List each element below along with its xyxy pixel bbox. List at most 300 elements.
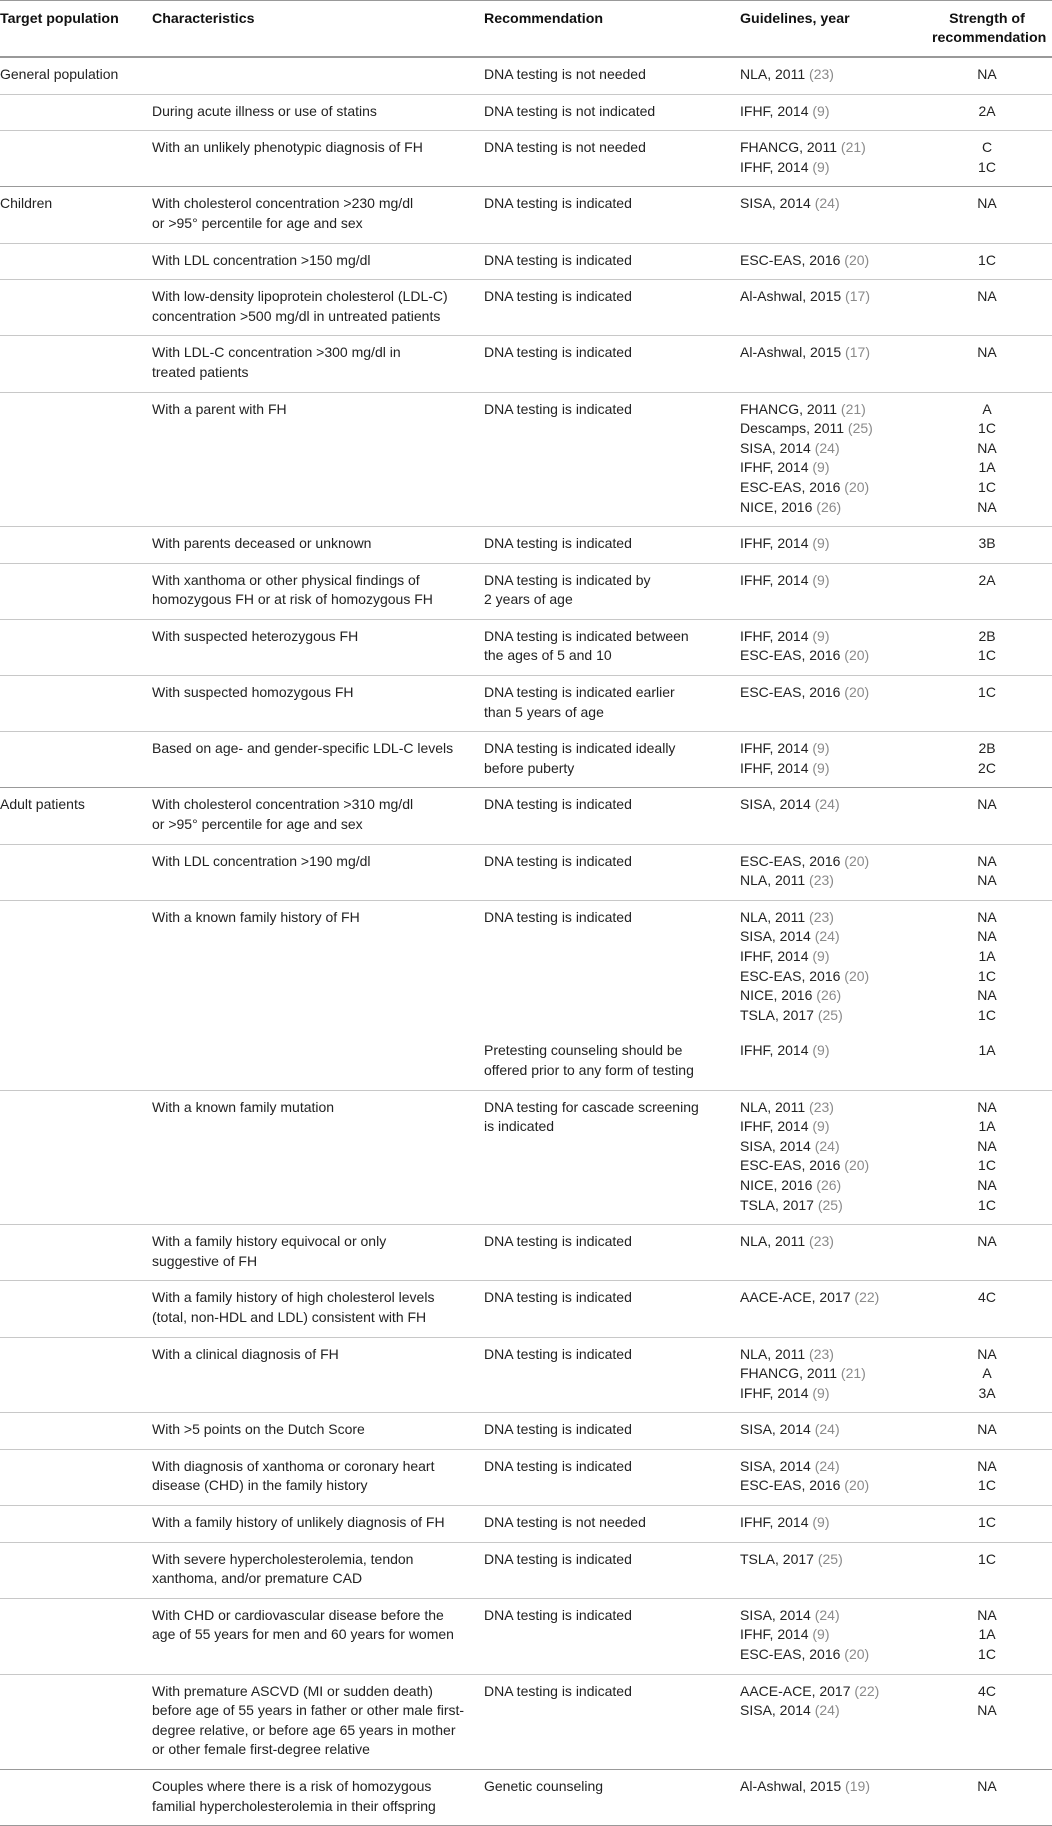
recommendation-line: DNA testing is indicated <box>484 796 632 813</box>
reference-open-paren: ( <box>812 1176 821 1193</box>
reference-close-paren: ) <box>861 139 866 156</box>
recommendation-cell <box>484 336 740 391</box>
characteristics-line: suggestive of FH <box>152 1252 258 1269</box>
guideline-name: IFHF, 2014 <box>740 1118 809 1135</box>
characteristics-cell <box>152 901 484 1035</box>
guideline-name: ESC-EAS, 2016 <box>740 1157 841 1174</box>
strength-cell <box>932 901 1042 1035</box>
reference-close-paren: ) <box>838 1196 843 1213</box>
guideline-name: TSLA, 2017 <box>740 1550 814 1567</box>
guideline-entry <box>740 1384 932 1404</box>
guidelines-cell <box>740 244 932 280</box>
reference-open-paren: ( <box>810 1702 820 1719</box>
reference-link[interactable]: 26 <box>820 498 837 515</box>
guideline-entry <box>740 1288 932 1308</box>
reference-link[interactable]: 20 <box>848 1477 865 1494</box>
strength-cell <box>932 1281 1042 1336</box>
reference-link[interactable]: 24 <box>819 195 835 212</box>
strength-value: 2C <box>978 759 996 776</box>
guideline-entry <box>740 1137 932 1157</box>
reference-link[interactable]: 9 <box>817 740 825 757</box>
reference-close-paren: ) <box>834 796 840 813</box>
strength-cell <box>932 1225 1042 1280</box>
target-population-cell <box>0 620 152 675</box>
characteristics-line: With an unlikely phenotypic diagnosis of FH <box>152 139 423 156</box>
header-target-population: Target population <box>0 11 119 27</box>
characteristics-line: homozygous FH or at risk of homozygous FH <box>152 591 433 608</box>
reference-link[interactable]: 9 <box>817 627 825 644</box>
reference-link[interactable]: 25 <box>822 1196 839 1213</box>
target-population-cell <box>0 676 152 731</box>
strength-value: NA <box>977 928 997 945</box>
strength-cell <box>932 336 1042 391</box>
guideline-name: SISA, 2014 <box>740 1457 811 1474</box>
reference-link[interactable]: 24 <box>819 1421 835 1438</box>
reference-link[interactable]: 20 <box>848 647 865 664</box>
strength-value: NA <box>977 66 997 82</box>
reference-open-paren: ( <box>808 535 818 552</box>
guideline-name: NLA, 2011 <box>740 66 806 82</box>
reference-close-paren: ) <box>824 740 830 757</box>
characteristics-cell <box>152 280 484 335</box>
table-row <box>0 844 1052 900</box>
guideline-name: IFHF, 2014 <box>740 1384 809 1401</box>
guideline-entry <box>740 627 932 647</box>
reference-link[interactable]: 9 <box>817 948 825 964</box>
reference-open-paren: ( <box>841 344 850 361</box>
guideline-name: ESC-EAS, 2016 <box>740 478 841 495</box>
header-strength-line-2: recommendation <box>932 30 1047 46</box>
strength-value: 4C <box>978 1682 996 1699</box>
strength-value: A <box>982 1365 992 1382</box>
guidelines-cell <box>740 845 932 900</box>
guideline-entry <box>740 102 932 122</box>
recommendation-line: DNA testing is indicated between <box>484 627 689 644</box>
reference-link[interactable]: 24 <box>819 1137 835 1154</box>
table-row <box>0 279 1052 335</box>
guideline-name: IFHF, 2014 <box>740 948 809 964</box>
guideline-name: IFHF, 2014 <box>740 158 809 175</box>
strength-cell <box>932 1091 1042 1225</box>
strength-value: NA <box>977 796 997 813</box>
reference-link[interactable]: 24 <box>819 928 835 945</box>
strength-cell <box>932 564 1042 619</box>
reference-open-paren: ( <box>808 1042 818 1059</box>
reference-link[interactable]: 17 <box>849 288 866 305</box>
reference-link[interactable]: 25 <box>822 1006 839 1023</box>
recommendation-cell <box>484 1225 740 1280</box>
reference-link[interactable]: 19 <box>849 1778 866 1794</box>
reference-link[interactable]: 20 <box>848 478 865 495</box>
reference-close-paren: ) <box>824 158 830 175</box>
recommendation-line: DNA testing is indicated <box>484 344 632 361</box>
reference-open-paren: ( <box>841 1778 850 1794</box>
reference-close-paren: ) <box>834 1457 840 1474</box>
strength-value: 1C <box>978 1196 996 1213</box>
characteristics-line: or other female first-degree relative <box>152 1741 370 1758</box>
characteristics-cell <box>152 58 484 94</box>
reference-link[interactable]: 24 <box>819 439 835 456</box>
reference-link[interactable]: 22 <box>859 1289 875 1306</box>
guideline-entry <box>740 1513 932 1533</box>
guideline-name: IFHF, 2014 <box>740 459 809 476</box>
guideline-entry <box>740 1701 932 1721</box>
guideline-entry <box>740 1098 932 1118</box>
strength-cell <box>932 732 1042 787</box>
reference-close-paren: ) <box>864 684 870 701</box>
guidelines-cell <box>740 187 932 242</box>
reference-close-paren: ) <box>864 967 870 984</box>
table-row <box>0 731 1052 787</box>
guideline-name: NLA, 2011 <box>740 1233 806 1250</box>
characteristics-cell <box>152 1543 484 1598</box>
guideline-entry <box>740 1006 932 1026</box>
guideline-name: IFHF, 2014 <box>740 571 809 588</box>
table-row <box>0 57 1052 94</box>
guideline-name: AACE-ACE, 2017 <box>740 1289 851 1306</box>
characteristics-line: With suspected heterozygous FH <box>152 627 359 644</box>
guideline-entry <box>740 947 932 967</box>
recommendation-line: DNA testing is indicated <box>484 852 632 869</box>
reference-link[interactable]: 26 <box>820 1176 837 1193</box>
reference-open-paren: ( <box>805 908 814 925</box>
table-row <box>0 1674 1052 1769</box>
reference-link[interactable]: 25 <box>852 420 869 437</box>
recommendation-line: than 5 years of age <box>484 703 604 720</box>
strength-cell <box>932 620 1042 675</box>
characteristics-cell <box>152 336 484 391</box>
guidelines-cell <box>740 1599 932 1674</box>
reference-link[interactable]: 21 <box>845 139 862 156</box>
reference-link[interactable]: 17 <box>849 344 866 361</box>
strength-value: 3B <box>978 535 996 552</box>
strength-cell <box>932 95 1042 131</box>
guideline-entry <box>740 1777 932 1797</box>
recommendation-line: DNA testing is indicated <box>484 195 632 212</box>
reference-link[interactable]: 9 <box>817 759 825 776</box>
recommendation-cell <box>484 1450 740 1505</box>
characteristics-line: With LDL concentration >150 mg/dl <box>152 251 371 268</box>
recommendation-line: DNA testing is not needed <box>484 1514 646 1531</box>
guideline-name: FHANCG, 2011 <box>740 400 837 417</box>
recommendation-line: DNA testing is indicated ideally <box>484 740 676 757</box>
strength-value: 1C <box>978 251 996 268</box>
strength-value: NA <box>977 1778 997 1794</box>
characteristics-cell <box>152 1675 484 1769</box>
characteristics-line: degree relative, or before age 65 years in mother <box>152 1721 456 1738</box>
characteristics-line: With premature ASCVD (MI or sudden death) <box>152 1682 433 1699</box>
reference-link[interactable]: 20 <box>848 852 865 869</box>
characteristics-line: With LDL concentration >190 mg/dl <box>152 852 371 869</box>
characteristics-line: or >95° percentile for age and sex <box>152 214 363 231</box>
reference-open-paren: ( <box>850 1682 860 1699</box>
guideline-name: ESC-EAS, 2016 <box>740 1477 841 1494</box>
reference-open-paren: ( <box>840 852 849 869</box>
reference-open-paren: ( <box>808 459 818 476</box>
reference-link[interactable]: 23 <box>813 66 830 82</box>
strength-value: 1C <box>978 647 996 664</box>
strength-value: NA <box>977 1345 997 1362</box>
guidelines-cell <box>740 1675 932 1769</box>
strength-value: 1C <box>978 420 996 437</box>
guideline-entry <box>740 759 932 779</box>
characteristics-line: During acute illness or use of statins <box>152 102 377 119</box>
reference-link[interactable]: 20 <box>848 251 865 268</box>
guideline-name: FHANCG, 2011 <box>740 139 837 156</box>
reference-close-paren: ) <box>865 1778 870 1794</box>
reference-close-paren: ) <box>824 1042 830 1059</box>
characteristics-cell <box>152 1034 484 1089</box>
reference-open-paren: ( <box>810 928 820 945</box>
table-row <box>0 1598 1052 1674</box>
characteristics-cell <box>152 1413 484 1449</box>
reference-link[interactable]: 9 <box>817 571 825 588</box>
reference-link[interactable]: 9 <box>817 459 825 476</box>
target-population-cell <box>0 732 152 787</box>
reference-link[interactable]: 9 <box>817 1514 825 1531</box>
reference-open-paren: ( <box>808 1514 818 1531</box>
recommendation-cell <box>484 244 740 280</box>
characteristics-line: With low-density lipoprotein cholesterol (LDL-C) <box>152 288 448 305</box>
strength-cell <box>932 1338 1042 1413</box>
guideline-entry <box>740 1476 932 1496</box>
table-row <box>0 900 1052 1035</box>
recommendation-cell <box>484 1338 740 1413</box>
strength-value: 1C <box>978 1550 996 1567</box>
characteristics-line: (total, non-HDL and LDL) consistent with FH <box>152 1308 427 1325</box>
reference-link[interactable]: 23 <box>813 872 830 889</box>
reference-link[interactable]: 9 <box>817 102 825 119</box>
strength-value: NA <box>977 1176 997 1193</box>
strength-cell <box>932 131 1042 186</box>
guideline-name: NLA, 2011 <box>740 872 806 889</box>
strength-cell <box>932 1675 1042 1769</box>
guideline-entry <box>740 1550 932 1570</box>
reference-link[interactable]: 22 <box>859 1682 875 1699</box>
guidelines-cell <box>740 280 932 335</box>
target-population-cell <box>0 280 152 335</box>
reference-link[interactable]: 24 <box>819 1606 835 1623</box>
reference-close-paren: ) <box>865 344 870 361</box>
reference-link[interactable]: 25 <box>822 1550 839 1567</box>
reference-open-paren: ( <box>808 1626 818 1643</box>
characteristics-cell <box>152 1599 484 1674</box>
reference-link[interactable]: 20 <box>848 684 865 701</box>
table-row <box>0 392 1052 527</box>
target-population-cell: Adult patients <box>0 796 85 813</box>
reference-close-paren: ) <box>861 400 866 417</box>
guideline-name: SISA, 2014 <box>740 1606 811 1623</box>
target-population-cell <box>0 1281 152 1336</box>
reference-link[interactable]: 23 <box>813 908 830 925</box>
guideline-name: IFHF, 2014 <box>740 535 809 552</box>
reference-close-paren: ) <box>829 1345 834 1362</box>
reference-link[interactable]: 23 <box>813 1233 830 1250</box>
reference-close-paren: ) <box>834 1421 840 1438</box>
guidelines-cell <box>740 732 932 787</box>
strength-value: 1C <box>978 1157 996 1174</box>
characteristics-line: With severe hypercholesterolemia, tendon <box>152 1550 414 1567</box>
reference-open-paren: ( <box>808 627 818 644</box>
header-guidelines-year: Guidelines, year <box>740 11 850 27</box>
reference-close-paren: ) <box>824 102 830 119</box>
guideline-entry <box>740 343 932 363</box>
strength-value: NA <box>977 908 997 925</box>
characteristics-cell <box>152 732 484 787</box>
guidelines-cell <box>740 1413 932 1449</box>
reference-link[interactable]: 20 <box>848 967 865 984</box>
guideline-entry <box>740 986 932 1006</box>
table-row <box>0 563 1052 619</box>
reference-open-paren: ( <box>850 1289 860 1306</box>
reference-link[interactable]: 20 <box>848 1157 865 1174</box>
characteristics-line: With a parent with FH <box>152 400 287 417</box>
recommendation-cell <box>484 676 740 731</box>
guideline-entry <box>740 287 932 307</box>
reference-link[interactable]: 26 <box>820 987 837 1004</box>
guideline-name: Al-Ashwal, 2015 <box>740 344 842 361</box>
target-population-cell <box>0 1338 152 1413</box>
reference-link[interactable]: 24 <box>819 1457 835 1474</box>
guideline-entry <box>740 1420 932 1440</box>
recommendation-line: DNA testing is indicated earlier <box>484 684 675 701</box>
reference-link[interactable]: 24 <box>819 796 835 813</box>
reference-link[interactable]: 9 <box>817 1042 825 1059</box>
guideline-entry <box>740 571 932 591</box>
reference-close-paren: ) <box>824 1384 830 1401</box>
guideline-name: FHANCG, 2011 <box>740 1365 837 1382</box>
guideline-name: IFHF, 2014 <box>740 102 809 119</box>
strength-value: 2A <box>978 102 996 119</box>
guidelines-cell <box>740 393 932 527</box>
recommendation-cell <box>484 620 740 675</box>
guidelines-cell <box>740 1091 932 1225</box>
guideline-name: NLA, 2011 <box>740 1345 806 1362</box>
target-population-cell <box>0 564 152 619</box>
guideline-entry <box>740 683 932 703</box>
strength-cell <box>932 788 1042 843</box>
guideline-name: AACE-ACE, 2017 <box>740 1682 851 1699</box>
strength-value: 1C <box>978 478 996 495</box>
strength-value: 1A <box>978 459 996 476</box>
reference-open-paren: ( <box>837 400 846 417</box>
reference-close-paren: ) <box>829 908 834 925</box>
strength-cell <box>932 244 1042 280</box>
table-row <box>0 335 1052 391</box>
guideline-entry <box>740 251 932 271</box>
strength-value: NA <box>977 498 997 515</box>
characteristics-cell <box>152 131 484 186</box>
table-row <box>0 526 1052 563</box>
reference-open-paren: ( <box>805 1345 814 1362</box>
strength-value: NA <box>977 1137 997 1154</box>
recommendation-line: 2 years of age <box>484 591 573 608</box>
strength-value: 1A <box>978 948 996 964</box>
reference-open-paren: ( <box>840 684 849 701</box>
guideline-name: SISA, 2014 <box>740 928 811 945</box>
strength-value: 2B <box>978 740 996 757</box>
characteristics-cell <box>152 845 484 900</box>
recommendation-line: DNA testing is indicated <box>484 1457 632 1474</box>
recommendation-cell <box>484 1091 740 1225</box>
guidelines-cell <box>740 336 932 391</box>
strength-value: NA <box>977 1233 997 1250</box>
reference-close-paren: ) <box>836 987 842 1004</box>
reference-close-paren: ) <box>868 420 873 437</box>
reference-link[interactable]: 9 <box>817 1384 825 1401</box>
recommendation-cell <box>484 1543 740 1598</box>
characteristics-cell <box>152 1450 484 1505</box>
guideline-entry <box>740 138 932 158</box>
recommendation-line: is indicated <box>484 1118 555 1135</box>
characteristics-line: With suspected homozygous FH <box>152 684 354 701</box>
recommendation-line: DNA testing is not needed <box>484 139 646 156</box>
reference-open-paren: ( <box>840 478 849 495</box>
guideline-name: IFHF, 2014 <box>740 1626 809 1643</box>
characteristics-cell <box>152 1506 484 1542</box>
reference-close-paren: ) <box>834 928 840 945</box>
reference-link[interactable]: 9 <box>817 1626 825 1643</box>
recommendation-line: DNA testing is indicated <box>484 535 632 552</box>
reference-open-paren: ( <box>808 1384 818 1401</box>
reference-link[interactable]: 21 <box>845 1365 862 1382</box>
reference-close-paren: ) <box>824 1626 830 1643</box>
reference-open-paren: ( <box>840 1477 849 1494</box>
reference-link[interactable]: 9 <box>817 158 825 175</box>
table-row <box>0 787 1052 843</box>
strength-value: 2A <box>978 571 996 588</box>
guideline-name: ESC-EAS, 2016 <box>740 967 841 984</box>
reference-link[interactable]: 23 <box>813 1345 830 1362</box>
characteristics-line: xanthoma, and/or premature CAD <box>152 1570 363 1587</box>
guideline-entry <box>740 1232 932 1252</box>
target-population-cell <box>0 527 152 563</box>
recommendation-line: DNA testing is indicated by <box>484 571 651 588</box>
recommendation-cell <box>484 1770 740 1825</box>
target-population-cell <box>0 393 152 527</box>
strength-cell <box>932 1543 1042 1598</box>
guideline-entry <box>740 534 932 554</box>
recommendation-cell <box>484 393 740 527</box>
guideline-name: Al-Ashwal, 2015 <box>740 288 842 305</box>
strength-value: 1C <box>978 158 996 175</box>
reference-link[interactable]: 21 <box>845 400 862 417</box>
reference-close-paren: ) <box>864 1157 870 1174</box>
reference-link[interactable]: 23 <box>813 1098 830 1115</box>
target-population-cell: Children <box>0 195 53 212</box>
reference-link[interactable]: 9 <box>817 535 825 552</box>
reference-link[interactable]: 9 <box>817 1118 825 1135</box>
table-row <box>0 1090 1052 1225</box>
guidelines-cell <box>740 58 932 94</box>
guidelines-cell <box>740 1506 932 1542</box>
reference-open-paren: ( <box>810 1421 820 1438</box>
guidelines-cell <box>740 1450 932 1505</box>
reference-open-paren: ( <box>805 1098 814 1115</box>
target-population-cell <box>0 1034 152 1089</box>
strength-value: NA <box>977 852 997 869</box>
recommendation-cell <box>484 1413 740 1449</box>
reference-link[interactable]: 24 <box>819 1702 835 1719</box>
recommendation-line: DNA testing is not needed <box>484 66 646 82</box>
strength-value: NA <box>977 288 997 305</box>
characteristics-cell <box>152 244 484 280</box>
table-row <box>0 94 1052 131</box>
reference-link[interactable]: 20 <box>848 1646 865 1663</box>
reference-close-paren: ) <box>838 1550 843 1567</box>
recommendation-line: DNA testing is indicated <box>484 1550 632 1567</box>
guideline-entry <box>740 1176 932 1196</box>
